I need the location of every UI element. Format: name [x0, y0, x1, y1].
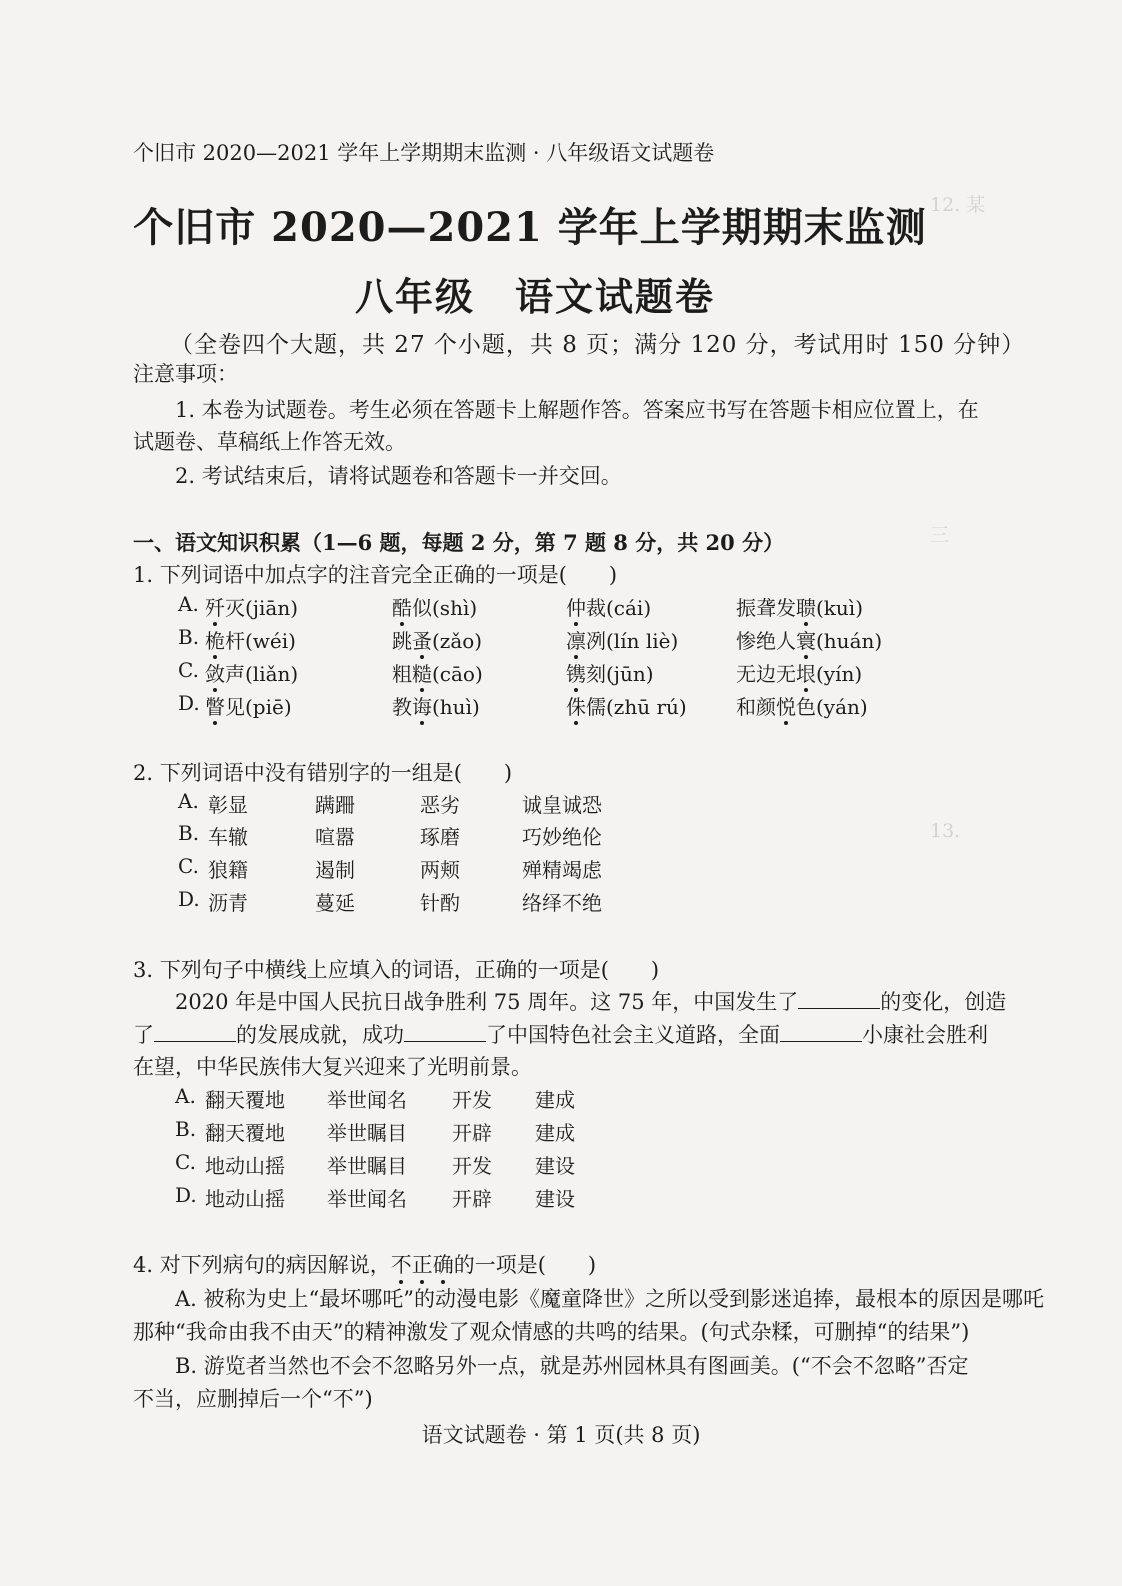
option-label: D.	[175, 1183, 197, 1207]
option-word	[566, 658, 654, 687]
option-word: 络绎不绝	[522, 891, 602, 915]
pinyin: (zǎo)	[432, 629, 483, 653]
option-char: 歼	[205, 592, 225, 621]
option-char: 和	[736, 695, 756, 719]
option-word: 琢磨	[420, 825, 460, 849]
option-word: 建成	[535, 1088, 575, 1112]
option-word: 沥青	[208, 891, 248, 915]
option-label: A.	[175, 1084, 196, 1108]
option-word	[392, 658, 483, 687]
option-char: 边	[756, 662, 776, 686]
option-char: 声	[225, 662, 245, 686]
option-char: 诲	[412, 691, 432, 720]
option-char: 镌	[566, 658, 586, 687]
option-label: C.	[178, 658, 199, 682]
emphasis-dotted	[391, 1253, 454, 1277]
pinyin: (cái)	[606, 596, 652, 620]
pinyin: (wéi)	[245, 629, 296, 653]
option-label: A.	[178, 789, 199, 813]
pinyin: (huán)	[816, 629, 883, 653]
option-word: 举世闻名	[327, 1187, 407, 1211]
option-char: 无	[776, 662, 796, 686]
notice-item-1-cont: 试题卷、草稿纸上作答无效。	[133, 430, 406, 454]
pinyin: (cāo)	[432, 662, 483, 686]
option-word: 举世瞩目	[327, 1121, 407, 1145]
option-label: B.	[178, 625, 200, 649]
option-char: 教	[392, 695, 412, 719]
option-char: 桅	[205, 625, 225, 654]
option-word	[205, 658, 298, 687]
option-label: D.	[178, 887, 200, 911]
option-word: 建设	[535, 1154, 575, 1178]
option-word: 蹒跚	[315, 793, 355, 817]
option-word	[736, 592, 863, 621]
option-word: 建设	[535, 1187, 575, 1211]
exam-title: 个旧市 2020—2021 学年上学期期末监测	[133, 204, 927, 251]
option-word: 举世瞩目	[327, 1154, 407, 1178]
subject-label: 语文试题卷	[515, 274, 716, 319]
option-word: 建成	[535, 1121, 575, 1145]
question-3-passage-line2: 了 的发展成就，成功 了中国特色社会主义道路，全面 小康社会胜利	[133, 1023, 988, 1047]
option-word	[205, 625, 296, 654]
option-word	[205, 592, 298, 621]
option-word: 狼籍	[208, 858, 248, 882]
pinyin: (zhū rú)	[606, 695, 687, 719]
option-char: 凛	[566, 625, 586, 654]
question-4-option-a: A. 被称为史上“最坏哪吒”的动漫电影《魔童降世》之所以受到影迷追捧，最根本的原因是哪吒	[175, 1287, 1044, 1311]
option-char: 绝	[756, 629, 776, 653]
pinyin: (jiān)	[245, 596, 299, 620]
bleed-through-mark: 12. 某	[930, 194, 986, 216]
option-word: 蔓延	[315, 891, 355, 915]
option-char: 裁	[586, 596, 606, 620]
option-word	[736, 658, 862, 687]
question-4-option-b-cont: 不当，应删掉后一个“不”)	[133, 1387, 373, 1411]
option-label: A.	[178, 592, 199, 616]
question-4-option-a-cont: 那种“我命由我不由天”的精神激发了观众情感的共鸣的结果。(句式杂糅，可删掉“的结果”)	[133, 1320, 970, 1344]
option-char: 色	[796, 695, 816, 719]
option-word: 开辟	[452, 1187, 492, 1211]
fill-blank	[798, 990, 880, 1009]
option-char: 侏	[566, 691, 586, 720]
option-label: B.	[178, 821, 200, 845]
question-1-stem: 1. 下列词语中加点字的注音完全正确的一项是( )	[133, 563, 618, 587]
pinyin: (lín liè)	[606, 629, 679, 653]
option-label: B.	[175, 1117, 197, 1141]
option-char: 颜	[756, 695, 776, 719]
question-2-stem: 2. 下列词语中没有错别字的一组是( )	[133, 761, 513, 785]
pinyin: (yán)	[816, 695, 868, 719]
option-char: 惨	[736, 629, 756, 653]
option-word: 开辟	[452, 1121, 492, 1145]
exam-subtitle	[0, 266, 1070, 321]
exam-info: （全卷四个大题，共 27 个小题，共 8 页；满分 120 分，考试用时 150 分钟）	[170, 332, 1026, 358]
option-char: 敛	[205, 658, 225, 687]
pinyin: (huì)	[432, 695, 480, 719]
option-word: 喧嚣	[315, 825, 355, 849]
option-char: 仲	[566, 592, 586, 621]
option-label: C.	[175, 1150, 196, 1174]
option-word: 巧妙绝伦	[522, 825, 602, 849]
fill-blank	[404, 1023, 486, 1042]
option-word	[566, 691, 687, 720]
option-char: 刻	[586, 662, 606, 686]
option-word: 殚精竭虑	[522, 858, 602, 882]
section-title: 一、语文知识积累（1—6 题，每题 2 分，第 7 题 8 分，共 20 分）	[133, 530, 785, 555]
option-char: 酷	[392, 592, 412, 621]
pinyin: (liǎn)	[245, 662, 299, 686]
pinyin: (shì)	[432, 596, 478, 620]
pinyin: (kuì)	[816, 596, 864, 620]
notice-item-2: 2. 考试结束后，请将试题卷和答题卡一并交回。	[175, 464, 622, 488]
option-char: 振	[736, 596, 756, 620]
option-char: 人	[776, 629, 796, 653]
option-char: 垠	[796, 658, 816, 687]
option-word: 车辙	[208, 825, 248, 849]
option-word: 翻天覆地	[205, 1088, 285, 1112]
question-4-option-b: B. 游览者当然也不会不忽略另外一点，就是苏州园林具有图画美。(“不会不忽略”否定	[175, 1354, 969, 1378]
option-label: D.	[178, 691, 200, 715]
option-word	[392, 592, 477, 621]
option-word	[566, 625, 678, 654]
option-word: 地动山摇	[205, 1187, 285, 1211]
pinyin: (piē)	[245, 695, 292, 719]
option-word	[392, 691, 480, 720]
option-word: 遏制	[315, 858, 355, 882]
option-char: 蚤	[412, 625, 432, 654]
option-word	[392, 625, 482, 654]
option-word: 彰显	[208, 793, 248, 817]
option-char: 似	[412, 596, 432, 620]
option-char: 粗	[392, 662, 412, 686]
bleed-through-mark: 三	[930, 524, 950, 546]
option-char: 杆	[225, 629, 245, 653]
pinyin: (yín)	[816, 662, 863, 686]
option-word: 举世闻名	[327, 1088, 407, 1112]
question-3-passage-line1: 2020 年是中国人民抗日战争胜利 75 周年。这 75 年，中国发生了 的变化，创造	[175, 990, 1007, 1014]
option-char: 儒	[586, 695, 606, 719]
option-char: 聩	[796, 592, 816, 621]
option-word	[566, 592, 651, 621]
option-word	[736, 625, 882, 654]
option-word: 诚皇诚恐	[522, 793, 602, 817]
emphasis-char: 正	[412, 1249, 433, 1279]
page-footer: 语文试题卷 · 第 1 页(共 8 页)	[421, 1423, 701, 1447]
option-word	[205, 691, 292, 720]
notice-item-1: 1. 本卷为试题卷。考生必须在答题卡上解题作答。答案应书写在答题卡相应位置上，在	[175, 398, 979, 422]
notice-heading: 注意事项：	[133, 362, 238, 386]
option-char: 无	[736, 662, 756, 686]
option-char: 跳	[392, 629, 412, 653]
option-char: 聋	[756, 596, 776, 620]
emphasis-char: 确	[433, 1249, 454, 1279]
grade-label: 八年级	[354, 274, 475, 319]
pinyin: (jūn)	[606, 662, 654, 686]
fill-blank	[780, 1023, 862, 1042]
option-char: 发	[776, 596, 796, 620]
option-char: 寰	[796, 625, 816, 654]
option-char: 瞥	[205, 691, 225, 720]
option-word: 恶劣	[420, 793, 460, 817]
bleed-through-mark: 13.	[930, 820, 961, 842]
option-word	[736, 691, 868, 720]
option-char: 糙	[412, 658, 432, 687]
option-char: 悦	[776, 691, 796, 720]
option-word: 针酌	[420, 891, 460, 915]
option-word: 两颊	[420, 858, 460, 882]
option-word: 开发	[452, 1088, 492, 1112]
option-label: C.	[178, 854, 199, 878]
question-4-stem: 4. 对下列病句的病因解说，不正确的一项是( )	[133, 1249, 596, 1279]
question-3-passage-line3: 在望，中华民族伟大复兴迎来了光明前景。	[133, 1055, 532, 1079]
option-word: 开发	[452, 1154, 492, 1178]
option-char: 冽	[586, 629, 606, 653]
question-3-stem: 3. 下列句子中横线上应填入的词语，正确的一项是( )	[133, 958, 660, 982]
option-char: 见	[225, 695, 245, 719]
option-char: 灭	[225, 596, 245, 620]
option-word: 翻天覆地	[205, 1121, 285, 1145]
fill-blank	[154, 1023, 236, 1042]
emphasis-char: 不	[391, 1249, 412, 1279]
running-head: 个旧市 2020—2021 学年上学期期末监测 · 八年级语文试题卷	[133, 141, 715, 165]
option-word: 地动山摇	[205, 1154, 285, 1178]
